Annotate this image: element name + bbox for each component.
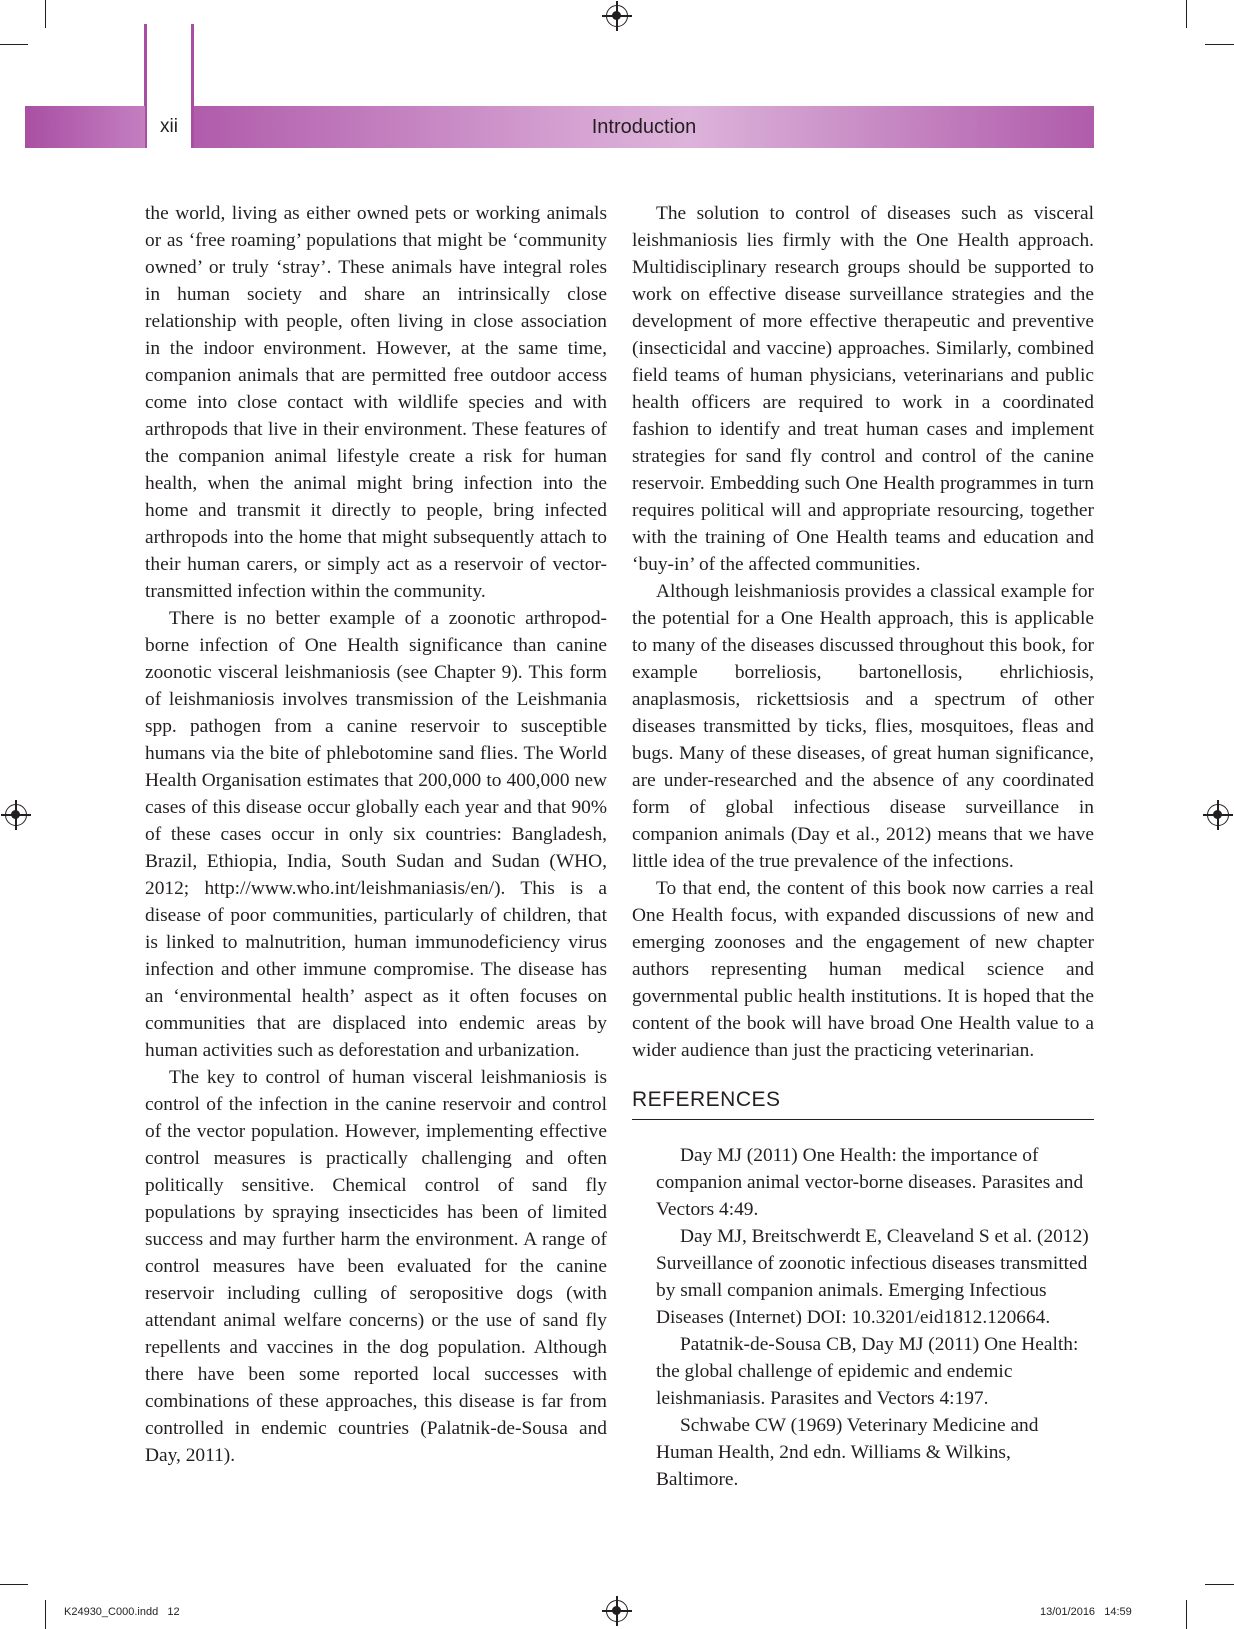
crop-mark bbox=[1186, 1600, 1187, 1629]
paragraph: To that end, the content of this book now carries a real One Health focus, with expanded discussions of new and emerging zoonoses and the engagement of new chapter authors representing human medical science and governmental public health institutions. It is hoped that the content of the book will have broad One Health value to a wider audience than just the practicing veterinarian. bbox=[632, 878, 1094, 1061]
paragraph: The key to control of human visceral leishmaniosis is control of the infection in the canine reservoir and control of the vector population. However, implementing effective control measures is practically challenging and often politically sensitive. Chemical control of sand fly populations by spraying insecticides has been of limited success and may further harm the environment. A range of control measures have been evaluated for the canine reservoir including culling of seropositive dogs (with attendant animal welfare concerns) or the use of sand fly repellents and vaccines in the dog population. Although there have been some reported local successes with combinations of these approaches, this disease is far from controlled in endemic countries (Palatnik-de-Sousa and Day, 2011). bbox=[145, 1067, 607, 1466]
crop-mark bbox=[1186, 0, 1187, 28]
crop-mark bbox=[1205, 44, 1234, 45]
footer-file-slug: K24930_C000.indd 12 bbox=[64, 1606, 180, 1618]
registration-mark-icon bbox=[5, 804, 27, 826]
header-band-left bbox=[25, 106, 145, 148]
registration-mark-icon bbox=[1207, 804, 1229, 826]
paragraph: The solution to control of diseases such as visceral leishmaniosis lies firmly with the One Health approach. Multidisciplinary research groups should be supported to work on effective disease surveillance strategies and the development of more effective therapeutic and preventive (insecticidal and vaccine) approaches. Similarly, combined field teams of human physicians, veterinarians and public health officers are required to work in a coordinated fashion to identify and treat human cases and implement strategies for sand fly control and control of the canine reservoir. Embedding such One Health programmes in turn requires political will and appropriate resourcing, together with the training of One Health teams and education and ‘buy-in’ of the affected communities. bbox=[632, 203, 1094, 575]
reference-list bbox=[632, 1142, 1094, 1493]
left-column bbox=[145, 200, 607, 1469]
right-column bbox=[632, 200, 1094, 1493]
crop-mark bbox=[0, 44, 28, 45]
reference-item: Day MJ, Breitschwerdt E, Cleaveland S et al. (2012) Surveillance of zoonotic infectious diseases transmitted by small companion animals. Emerging Infectious Diseases (Internet) DOI: 10.3201/eid1812.120664. bbox=[656, 1226, 1089, 1328]
paragraph: There is no better example of a zoonotic arthropod-borne infection of One Health significance than canine zoonotic visceral leishmaniosis (see Chapter 9). This form of leishmaniosis involves transmission of the Leishmania spp. pathogen from a canine reservoir to susceptible humans via the bite of phlebotomine sand flies. The World Health Organisation estimates that 200,000 to 400,000 new cases of this disease occur globally each year and that 90% of these cases occur in only six countries: Bangladesh, Brazil, Ethiopia, India, South Sudan and Sudan (WHO, 2012; http://www.who.int/leishmaniasis/en/). This is a disease of poor communities, particularly of children, that is linked to malnutrition, human immunodeficiency virus infection and other immune compromise. The disease has an ‘environmental health’ aspect as it often focuses on communities that are displaced into endemic areas by human activities such as deforestation and urbanization. bbox=[145, 608, 607, 1061]
paragraph: the world, living as either owned pets or working animals or as ‘free roaming’ populations that might be ‘community owned’ or truly ‘stray’. These animals have integral roles in human society and share an intrinsically close relationship with people, often living in close association in the indoor environment. However, at the same time, companion animals that are permitted free outdoor access come into close contact with wildlife species and with arthropods that live in their environment. These features of the companion animal lifestyle create a risk for human health, when the animal might bring infection into the home and transmit it directly to people, bring infected arthropods into the home that might subsequently attach to their human carers, or simply act as a reservoir of vector-transmitted infection within the community. bbox=[145, 203, 607, 602]
footer-timestamp: 13/01/2016 14:59 bbox=[1040, 1606, 1132, 1618]
reference-item: Schwabe CW (1969) Veterinary Medicine and Human Health, 2nd edn. Williams & Wilkins, Baltimore. bbox=[656, 1415, 1039, 1490]
registration-mark-icon bbox=[606, 5, 628, 27]
registration-mark-icon bbox=[606, 1600, 628, 1622]
paragraph: Although leishmaniosis provides a classical example for the potential for a One Health approach, this is applicable to many of the diseases discussed throughout this book, for example borreliosis, bartonellosis, ehrlichiosis, anaplasmosis, rickettsiosis and a spectrum of other diseases transmitted by ticks, flies, mosquitoes, fleas and bugs. Many of these diseases, of great human significance, are under-researched and the absence of any coordinated form of global infectious disease surveillance in companion animals (Day et al., 2012) means that we have little idea of the true prevalence of the infections. bbox=[632, 581, 1094, 872]
references-heading: REFERENCES bbox=[632, 1086, 1094, 1120]
page-number: xii bbox=[160, 116, 178, 137]
crop-mark bbox=[45, 0, 46, 28]
reference-item: Day MJ (2011) One Health: the importance of companion animal vector-borne diseases. Parasites and Vectors 4:49. bbox=[656, 1145, 1084, 1220]
running-head: Introduction bbox=[591, 116, 697, 138]
reference-item: Patatnik-de-Sousa CB, Day MJ (2011) One Health: the global challenge of epidemic and endemic leishmaniasis. Parasites and Vectors 4:197. bbox=[656, 1334, 1079, 1409]
crop-mark bbox=[1205, 1584, 1234, 1585]
crop-mark bbox=[0, 1584, 28, 1585]
crop-mark bbox=[45, 1600, 46, 1629]
